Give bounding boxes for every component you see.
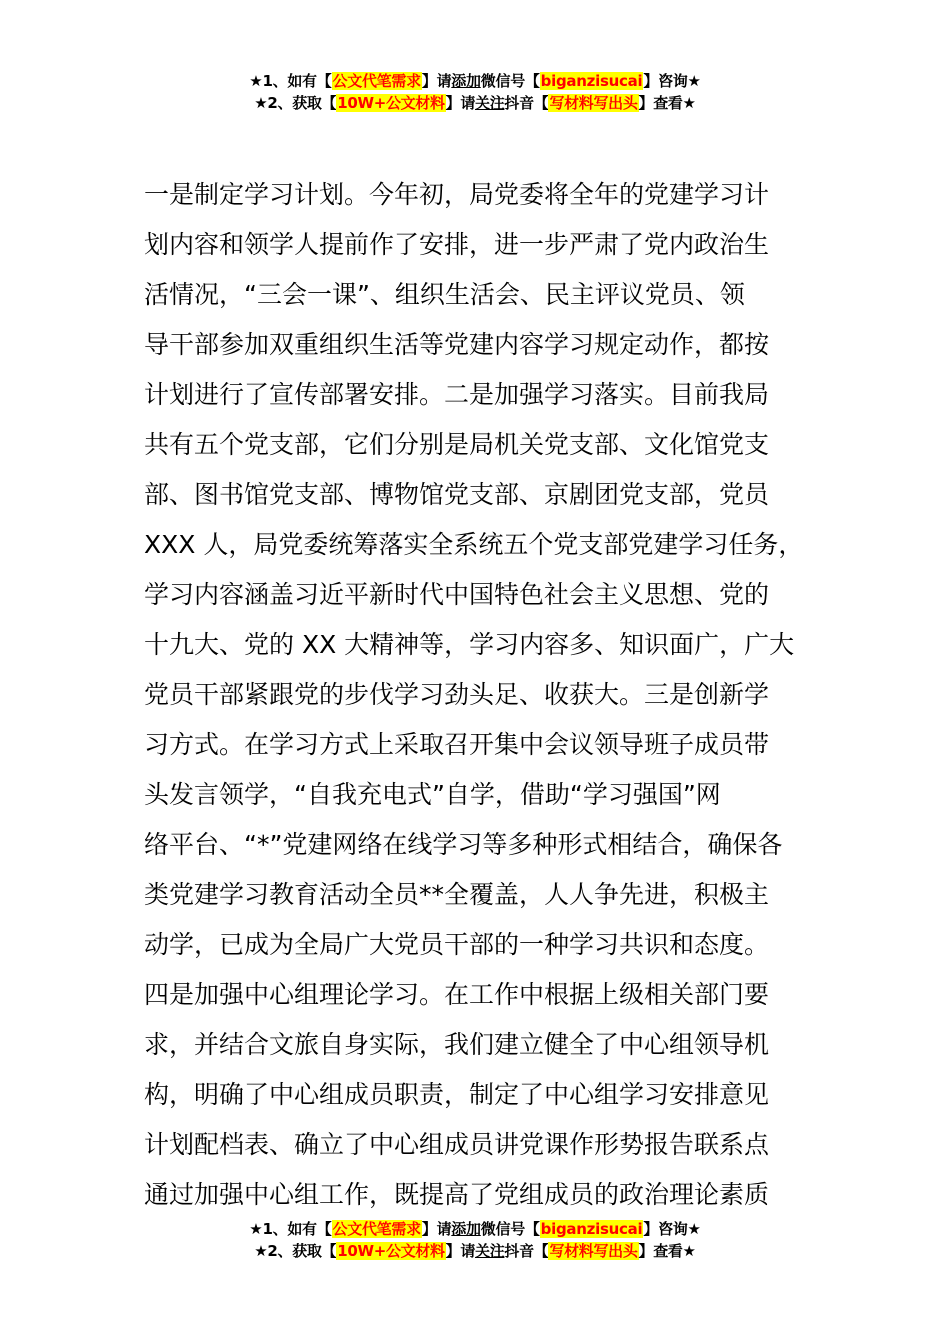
banner-highlight: 写材料写出头 <box>549 94 638 112</box>
banner-text: 】查看★ <box>638 94 696 112</box>
banner-text: 抖音【 <box>504 94 549 112</box>
body-line: 共有五个党支部，它们分别是局机关党支部、文化馆党支 <box>144 430 770 459</box>
banner-underlined-text: 关注 <box>475 94 505 112</box>
banner-underlined-text: 添加 <box>451 72 481 90</box>
banner-line-2 <box>0 1240 950 1262</box>
banner-text: 】请 <box>421 72 452 90</box>
banner-text: 】咨询★ <box>643 72 701 90</box>
banner-text: ★1、如有【 <box>249 72 332 90</box>
banner-line-2 <box>0 92 950 114</box>
banner-underlined-text: 关注 <box>475 1242 505 1260</box>
banner-highlight: biganzisucai <box>540 1220 643 1238</box>
body-line: 络平台、“*”党建网络在线学习等多种形式相结合，确保各 <box>144 830 783 859</box>
banner-highlight: 10W+公文材料 <box>337 94 445 112</box>
banner-text: ★1、如有【 <box>249 1220 332 1238</box>
banner-text: 】请 <box>445 94 476 112</box>
banner-text: 微信号【 <box>480 1220 540 1238</box>
body-line: 划内容和领学人提前作了安排，进一步严肃了党内政治生 <box>144 230 770 259</box>
banner-text: 】请 <box>421 1220 452 1238</box>
banner-highlight: 公文代笔需求 <box>332 1220 421 1238</box>
body-line: 十九大、党的 XX 大精神等，学习内容多、知识面广，广大 <box>144 630 795 659</box>
body-line: XXX 人，局党委统筹落实全系统五个党支部党建学习任务， <box>144 530 804 559</box>
body-line: 党员干部紧跟党的步伐学习劲头足、收获大。三是创新学 <box>144 680 770 709</box>
body-line: 构，明确了中心组成员职责，制定了中心组学习安排意见 <box>144 1080 770 1109</box>
banner-text: 】查看★ <box>638 1242 696 1260</box>
body-line: 求，并结合文旅自身实际，我们建立健全了中心组领导机 <box>144 1030 770 1059</box>
body-line: 类党建学习教育活动全员**全覆盖，人人争先进，积极主 <box>144 880 770 909</box>
body-line: 四是加强中心组理论学习。在工作中根据上级相关部门要 <box>144 980 770 1009</box>
body-line: 动学，已成为全局广大党员干部的一种学习共识和态度。 <box>144 930 770 959</box>
body-line: 一是制定学习计划。今年初，局党委将全年的党建学习计 <box>144 180 770 209</box>
banner-highlight: 写材料写出头 <box>549 1242 638 1260</box>
banner-text: 微信号【 <box>480 72 540 90</box>
banner-text: 】请 <box>445 1242 476 1260</box>
footer-banner <box>0 1218 950 1262</box>
banner-line-1 <box>0 70 950 92</box>
banner-text: ★2、获取【 <box>254 1242 337 1260</box>
banner-text: 】咨询★ <box>643 1220 701 1238</box>
body-line: 活情况，“三会一课”、组织生活会、民主评议党员、领 <box>144 280 745 309</box>
document-body <box>144 170 824 1220</box>
banner-underlined-text: 添加 <box>451 1220 481 1238</box>
body-line: 头发言领学，“自我充电式”自学，借助“学习强国”网 <box>144 780 721 809</box>
banner-highlight: biganzisucai <box>540 72 643 90</box>
body-line: 通过加强中心组工作，既提高了党组成员的政治理论素质 <box>144 1180 770 1209</box>
body-line: 部、图书馆党支部、博物馆党支部、京剧团党支部，党员 <box>144 480 770 509</box>
body-line: 学习内容涵盖习近平新时代中国特色社会主义思想、党的 <box>144 580 770 609</box>
banner-highlight: 公文代笔需求 <box>332 72 421 90</box>
body-line: 计划进行了宣传部署安排。二是加强学习落实。目前我局 <box>144 380 770 409</box>
body-line: 习方式。在学习方式上采取召开集中会议领导班子成员带 <box>144 730 770 759</box>
header-banner <box>0 70 950 114</box>
body-line: 计划配档表、确立了中心组成员讲党课作形势报告联系点 <box>144 1130 770 1159</box>
banner-text: ★2、获取【 <box>254 94 337 112</box>
banner-text: 抖音【 <box>504 1242 549 1260</box>
banner-highlight: 10W+公文材料 <box>337 1242 445 1260</box>
body-line: 导干部参加双重组织生活等党建内容学习规定动作，都按 <box>144 330 770 359</box>
banner-line-1 <box>0 1218 950 1240</box>
